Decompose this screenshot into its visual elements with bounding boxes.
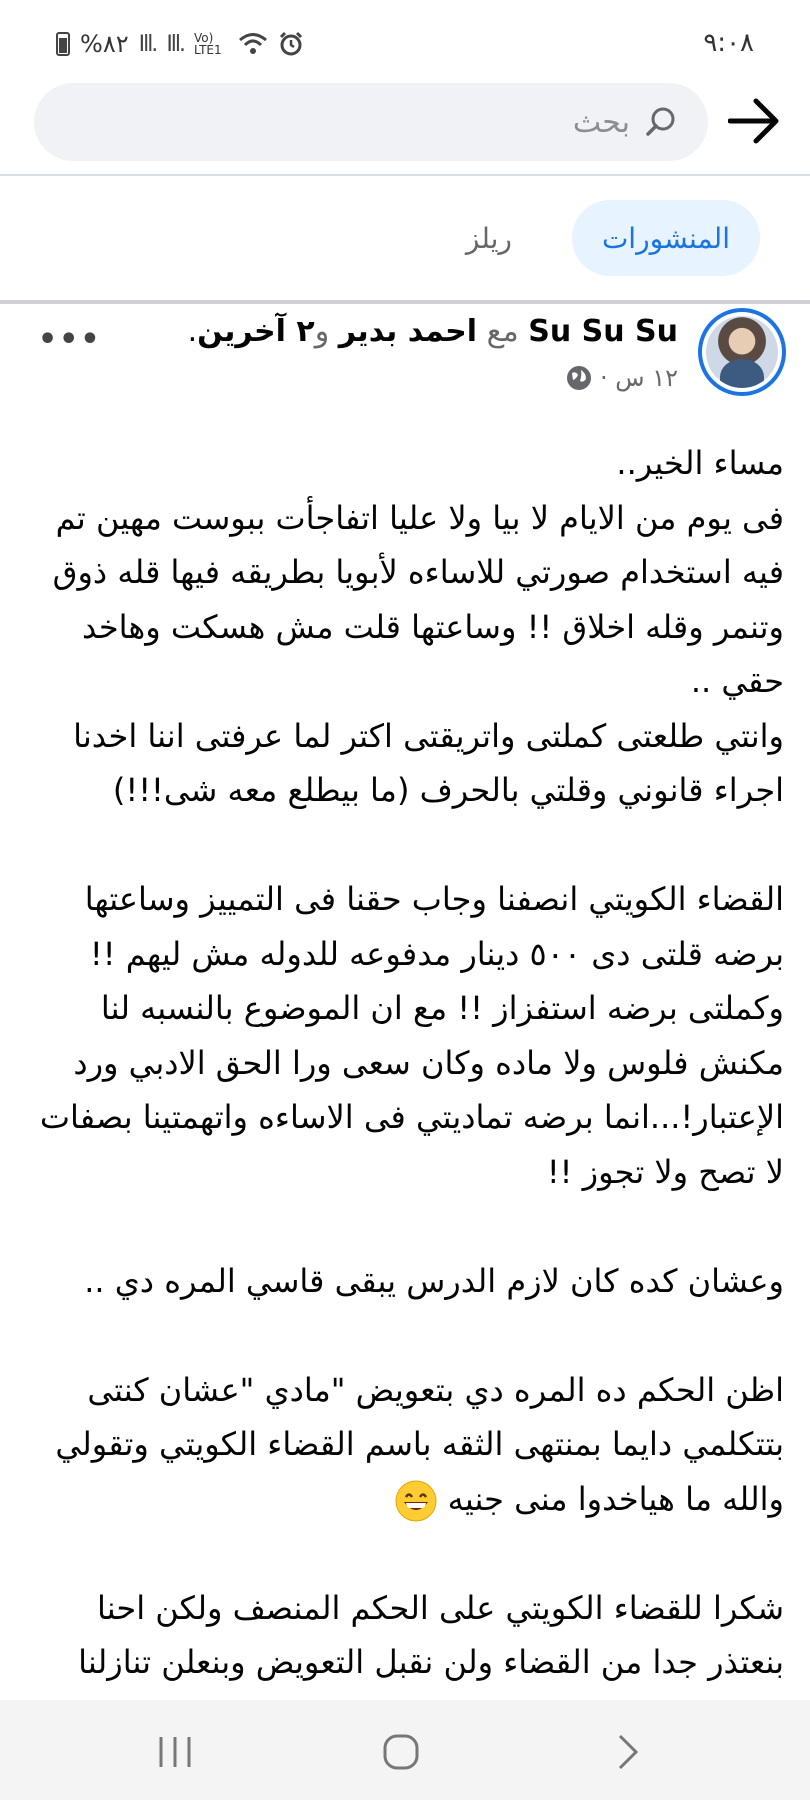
tagged-user[interactable]: احمد بدير (338, 314, 478, 349)
status-icons (56, 30, 304, 58)
home-button[interactable] (371, 1730, 431, 1774)
search-header (0, 80, 810, 176)
battery-level: %٨٢ (80, 30, 129, 58)
search-icon (644, 105, 678, 139)
author-name[interactable]: Su Su Su (528, 314, 678, 349)
tab-posts[interactable]: المنشورات (572, 200, 760, 276)
search-bar[interactable] (34, 83, 708, 161)
post-body (24, 436, 784, 1744)
and-label: و (314, 314, 330, 349)
with-label: مع (486, 314, 519, 349)
globe-icon (566, 365, 592, 391)
back-button[interactable] (598, 1730, 658, 1774)
more-options-icon[interactable]: ••• (38, 322, 102, 357)
signal-icon-2: Ill. (166, 31, 185, 57)
system-nav-bar (0, 1700, 810, 1800)
status-bar (0, 0, 810, 80)
back-arrow-icon[interactable] (728, 98, 780, 144)
post-time: ١٢ س · (600, 364, 678, 392)
recent-apps-button[interactable] (145, 1730, 205, 1774)
post-text-end: شكرا للقضاء الكويتي على الحكم المنصف ولكن احنا بنعتذر جدا من القضاء ولن نقبل التعويض وبنعلن تنازلنا (78, 1588, 784, 1681)
grinning-emoji-icon (395, 1480, 437, 1522)
home-icon (382, 1733, 420, 1771)
post-header (0, 304, 810, 414)
back-chevron-icon (616, 1733, 640, 1771)
post-title: Su Su Su مع احمد بدير و٢ آخرين. (187, 314, 678, 349)
search-input[interactable] (150, 105, 630, 140)
content-tabs (436, 200, 760, 276)
network-label: Vo) LTE1 (194, 31, 222, 57)
tagged-others[interactable]: ٢ آخرين (197, 314, 315, 349)
tab-reels[interactable]: ريلز (465, 221, 512, 255)
post-meta (566, 364, 678, 392)
clock: ٩:٠٨ (703, 28, 754, 58)
post-text: مساء الخير.. فى يوم من الايام لا بيا ولا عليا اتفاجأت ببوست مهين تم فيه استخدام صورتي للاساءه لأبويا بطريقه فيها قله ذوق وتنمر وقله اخلاق !! وساعتها قلت مش هسكت وهاخد حقي .. وانتي طلعتى كملتى واتريقتى اكتر لما عرفتى اننا اخدنا اجراء قانوني وقلتي بالحرف (ما بيطلع معه شى!!!) القضاء الكويتي انصفنا وجاب حقنا فى التمييز وساعتها برضه قلتى دى ٥٠٠ دينار مدفوعه للدوله مش ليهم !! وكملتى برضه استفزاز !! مع ان الموضوع بالنسبه لنا مكنش فلوس ولا ماده وكان سعى ورا الحق الادبي ورد الإعتبار!...انما برضه تماديتي فى الاساءه واتهمتينا بصفات لا تصح ولا تجوز !! وعشان كده كان لازم الدرس يبقى قاسي المره دي .. اظن الحكم ده المره دي بتعويض "مادي "عشان كنتى بتتكلمي دايما بمنتهى الثقه باسم القضاء الكويتي وتقولي والله ما هياخدوا منى جنيه (39, 444, 784, 1518)
avatar-story-ring[interactable] (698, 308, 786, 396)
avatar (706, 316, 778, 388)
header-divider (0, 174, 810, 176)
alarm-icon (278, 31, 304, 57)
wifi-icon (238, 32, 268, 56)
signal-icon: Ill. (138, 31, 157, 57)
recent-apps-icon (155, 1735, 195, 1769)
battery-icon (56, 32, 70, 56)
